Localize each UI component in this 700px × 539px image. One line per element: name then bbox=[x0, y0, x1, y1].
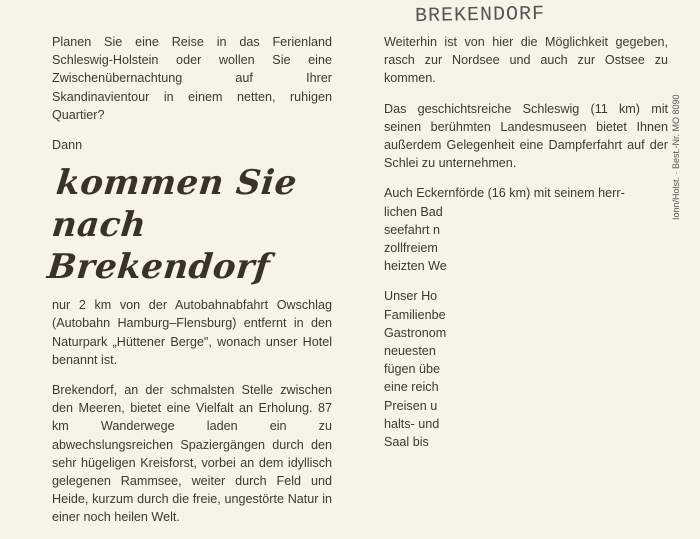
cut-line: Preisen u bbox=[384, 398, 438, 413]
cut-line: Saal bis bbox=[384, 434, 429, 449]
headline bbox=[45, 162, 338, 288]
right-column bbox=[384, 33, 668, 451]
dann-text: Dann bbox=[52, 138, 83, 153]
cut-line: heizten We bbox=[384, 259, 447, 274]
cut-line: seefahrt n bbox=[384, 222, 441, 237]
handwritten-note: BREKENDORF bbox=[414, 2, 546, 29]
description-paragraph: Brekendorf, an der schmalsten Stelle zwischen den Meeren, bietet eine Vielfalt an Erholung. 87 km Wanderwege laden ein zu abwechslungsreichen Spaziergängen durch den sehr hügeligen Kreisforst, vorbei an dem idyllisch gelegenen Rammsee, weiter durch Feld und Heide, kurzum durch die freie, ungestörte Natur in einer noch heilen Welt. bbox=[52, 383, 332, 525]
cut-line: fügen übe bbox=[384, 362, 441, 377]
hotel-paragraph-cut bbox=[384, 287, 466, 451]
headline-line-1: kommen Sie bbox=[54, 163, 300, 204]
eckernfoerde-paragraph bbox=[384, 184, 668, 275]
publisher-note: Ionn/Holst. · Best.-Nr. MO 8090 bbox=[671, 94, 681, 220]
cut-line: zollfreiem bbox=[384, 241, 438, 255]
intro-paragraph: Planen Sie eine Reise in das Ferienland Schleswig-Holstein oder wollen Sie eine Zwischenübernachtung auf Ihrer Skandinavientour in einem netten, ruhigen Quartier? bbox=[52, 35, 332, 122]
left-column bbox=[45, 33, 332, 539]
location-paragraph: nur 2 km von der Autobahnabfahrt Owschlag (Autobahn Hamburg–Flensburg) entfernt in den Naturpark „Hüttener Berge", wonach unser Hotel benannt ist. bbox=[52, 298, 332, 367]
cut-line: Unser Ho bbox=[384, 289, 438, 304]
cut-line: eine reich bbox=[384, 380, 439, 395]
cut-line: lichen Bad bbox=[384, 204, 443, 219]
headline-line-2: nach Brekendorf bbox=[45, 205, 272, 288]
cut-line: Familienbe bbox=[384, 307, 446, 322]
sea-paragraph: Weiterhin ist von hier die Möglichkeit gegeben, rasch zur Nordsee und auch zur Ostsee zu kommen. bbox=[384, 35, 668, 86]
cut-line: halts- und bbox=[384, 416, 440, 431]
cut-line: Gastronom bbox=[384, 325, 447, 340]
cut-line: neuesten bbox=[384, 343, 436, 358]
schleswig-paragraph: Das geschichtsreiche Schleswig (11 km) mit seinen berühmten Landesmuseen bietet Ihnen außerdem Gelegenheit eine Dampferfahrt auf der Schlei zu unternehmen. bbox=[384, 101, 668, 171]
eckernfoerde-cut-block bbox=[384, 203, 466, 276]
eckernfoerde-first-line: Auch Eckernförde (16 km) mit seinem herr- bbox=[384, 186, 625, 201]
